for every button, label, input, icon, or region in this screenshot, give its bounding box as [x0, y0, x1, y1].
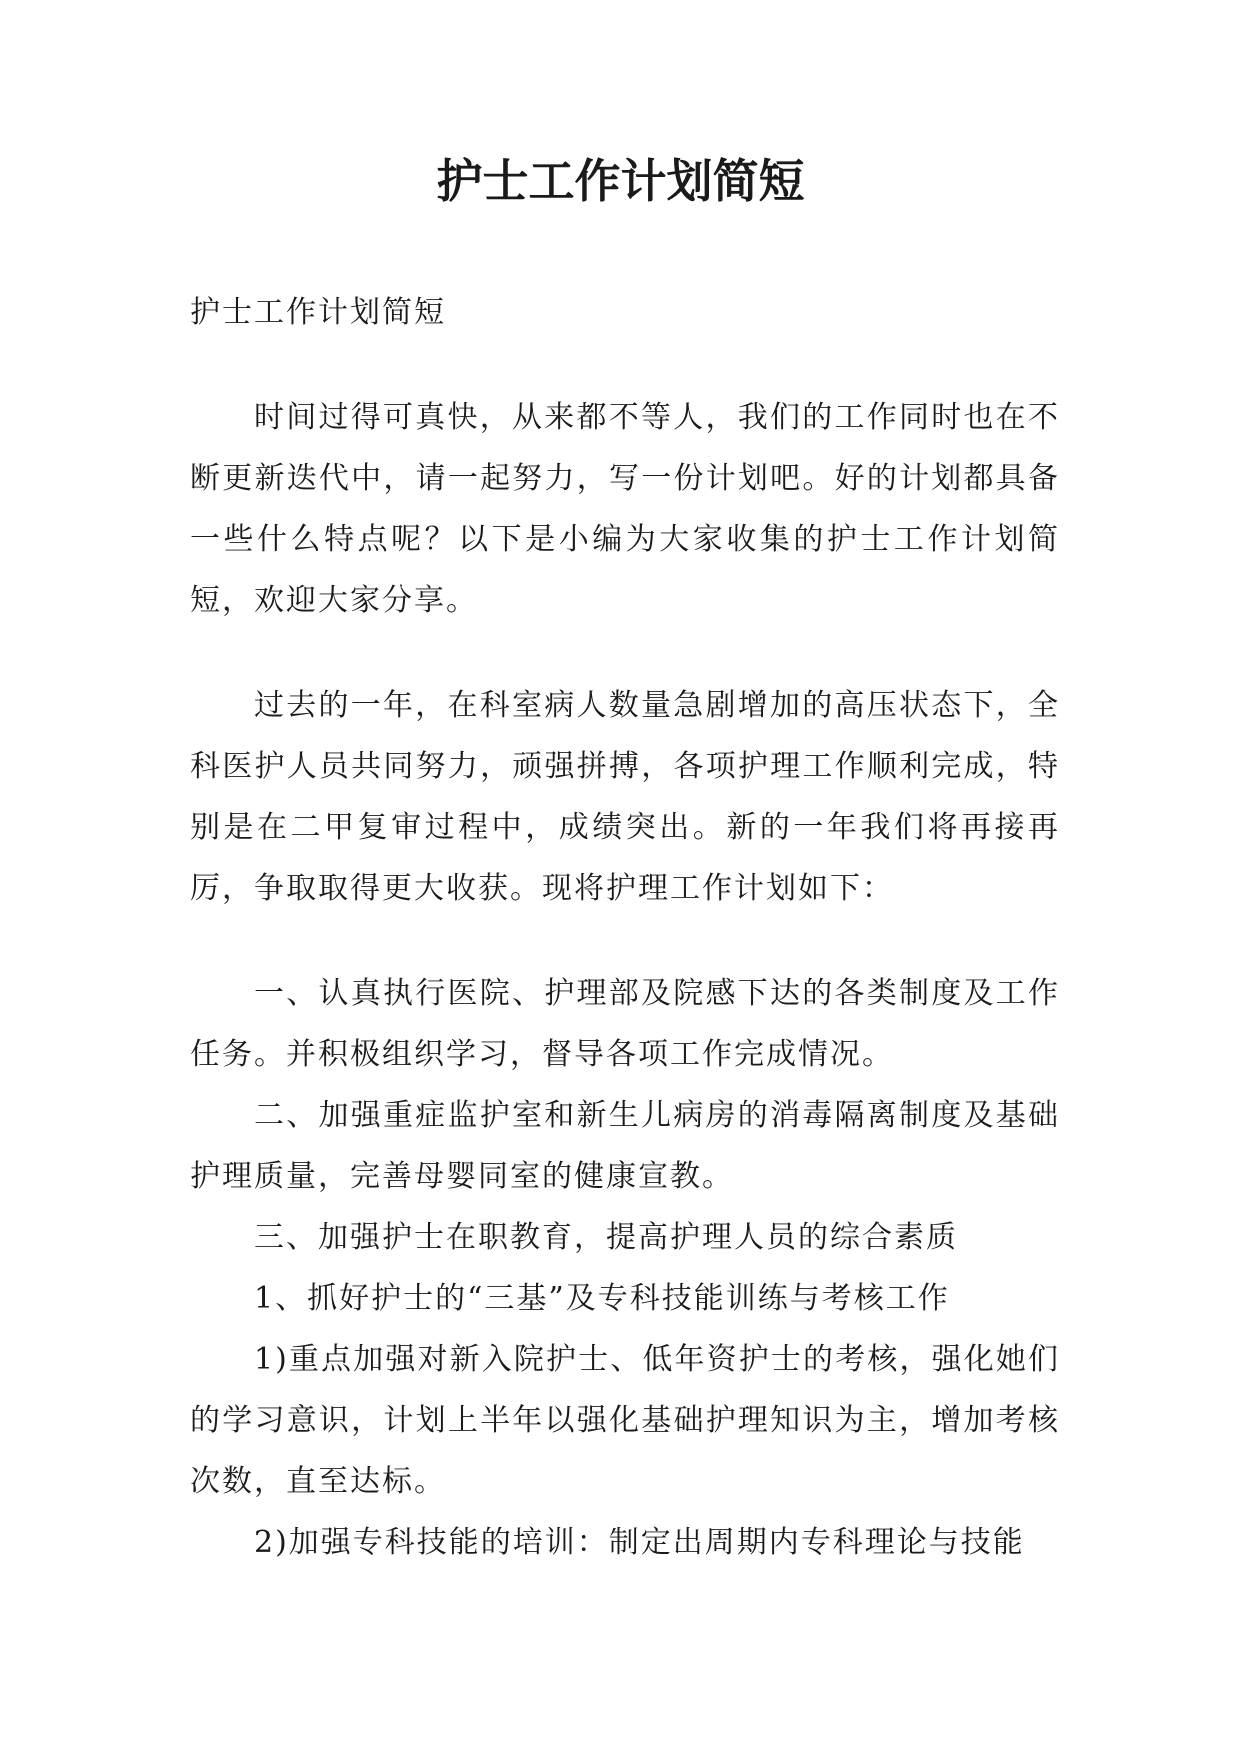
- paragraph-intro: 时间过得可真快，从来都不等人，我们的工作同时也在不断更新迭代中，请一起努力，写一份计划吧。好的计划都具备一些什么特点呢？以下是小编为大家收集的护士工作计划简短，欢迎大家分享。: [190, 400, 1060, 618]
- paragraph-item-2: 二、加强重症监护室和新生儿病房的消毒隔离制度及基础护理质量，完善母婴同室的健康宣教。: [190, 1098, 1060, 1194]
- document-title: 护士工作计划简短: [436, 154, 805, 208]
- paragraph-subitem-1: 1、抓好护士的“三基”及专科技能训练与考核工作: [254, 1281, 950, 1316]
- paragraph-subitem-1-1: 1)重点加强对新入院护士、低年资护士的考核，强化她们的学习意识，计划上半年以强化基础护理知识为主，增加考核次数，直至达标。: [190, 1342, 1060, 1499]
- paragraph-item-1: 一、认真执行医院、护理部及院感下达的各类制度及工作任务。并积极组织学习，督导各项工作完成情况。: [190, 976, 1060, 1072]
- paragraph-item-3: 三、加强护士在职教育，提高护理人员的综合素质: [254, 1220, 958, 1255]
- document-body: [190, 282, 1060, 1573]
- document-subtitle: 护士工作计划简短: [190, 295, 446, 330]
- paragraph-review: 过去的一年，在科室病人数量急剧增加的高压状态下，全科医护人员共同努力，顽强拼搏，各项护理工作顺利完成，特别是在二甲复审过程中，成绩突出。新的一年我们将再接再厉，争取取得更大收获。现将护理工作计划如下：: [190, 688, 1060, 906]
- paragraph-subitem-1-2: 2)加强专科技能的培训：制定出周期内专科理论与技能: [254, 1525, 1025, 1560]
